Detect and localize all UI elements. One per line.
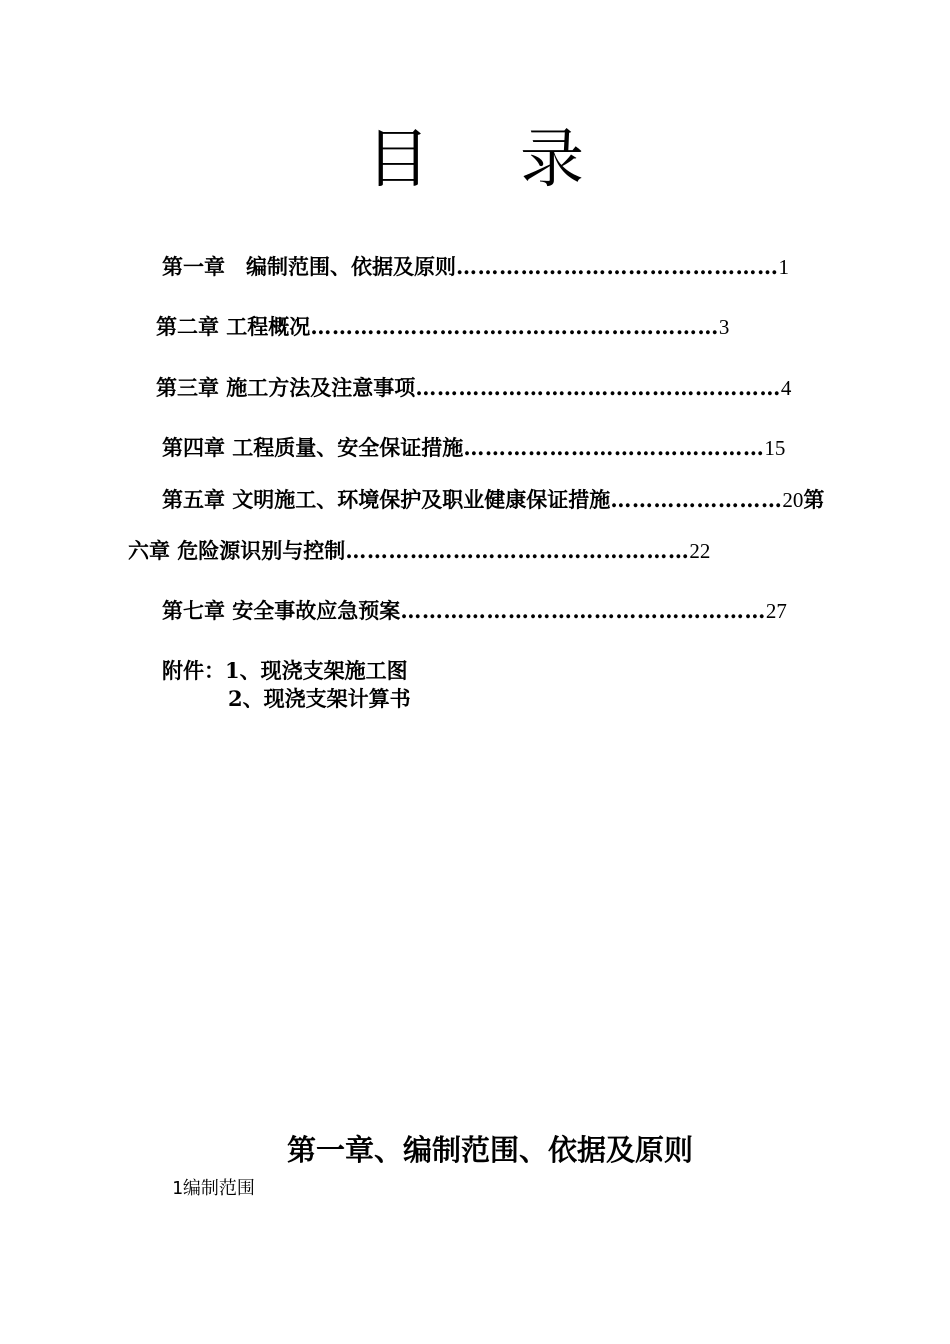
toc-entry-2[interactable]	[156, 312, 729, 342]
toc-entry-label: 第三章 施工方法及注意事项	[156, 375, 416, 400]
toc-leader-dots: ……………………………………………	[400, 598, 766, 623]
toc-page-number: 4	[780, 376, 792, 400]
section-heading: 1编制范围	[172, 1178, 255, 1199]
toc-page-number: 27	[765, 599, 787, 623]
toc-page-number: 3	[718, 315, 730, 339]
toc-leader-dots: …………………………………………	[345, 538, 690, 563]
toc-entry-7[interactable]	[162, 596, 787, 626]
toc-page-number: 20	[782, 488, 804, 512]
toc-leader-dots: ……………………………………	[463, 435, 765, 460]
toc-entry-5[interactable]	[162, 485, 824, 515]
toc-entry-label: 第一章 编制范围、依据及原则	[162, 254, 456, 279]
toc-leader-dots: ………………………………………	[456, 254, 779, 279]
toc-leader-dots: …………………………………………………	[310, 314, 719, 339]
attachment-line-1	[162, 656, 408, 686]
toc-entry-3[interactable]	[156, 373, 791, 403]
toc-page-number: 15	[764, 436, 786, 460]
toc-wrap-text: 第	[803, 487, 825, 512]
toc-entry-1[interactable]	[162, 252, 789, 282]
title-char-1: 目	[366, 123, 430, 197]
toc-entry-label: 第四章 工程质量、安全保证措施	[162, 435, 464, 460]
toc-leader-dots: ……………………	[610, 487, 783, 512]
attachment-line-2	[228, 684, 411, 714]
toc-page-number: 1	[778, 255, 789, 279]
toc-leader-dots: ……………………………………………	[415, 375, 781, 400]
toc-entry-4[interactable]	[162, 433, 785, 463]
attachment-prefix: 附件：	[162, 658, 225, 683]
toc-entry-label: 第七章 安全事故应急预案	[162, 598, 401, 623]
toc-page-number: 22	[689, 539, 711, 563]
toc-entry-label: 六章 危险源识别与控制	[128, 538, 346, 563]
toc-title	[0, 108, 950, 200]
toc-entry-6[interactable]	[128, 536, 710, 566]
toc-entry-label: 第二章 工程概况	[156, 314, 311, 339]
attachment-item: 2、现浇支架计算书	[228, 686, 411, 711]
attachment-item: 1、现浇支架施工图	[225, 658, 408, 683]
title-char-2: 录	[520, 123, 584, 197]
chapter-heading: 第一章、编制范围、依据及原则	[286, 1133, 693, 1167]
toc-entry-label: 第五章 文明施工、环境保护及职业健康保证措施	[162, 487, 611, 512]
